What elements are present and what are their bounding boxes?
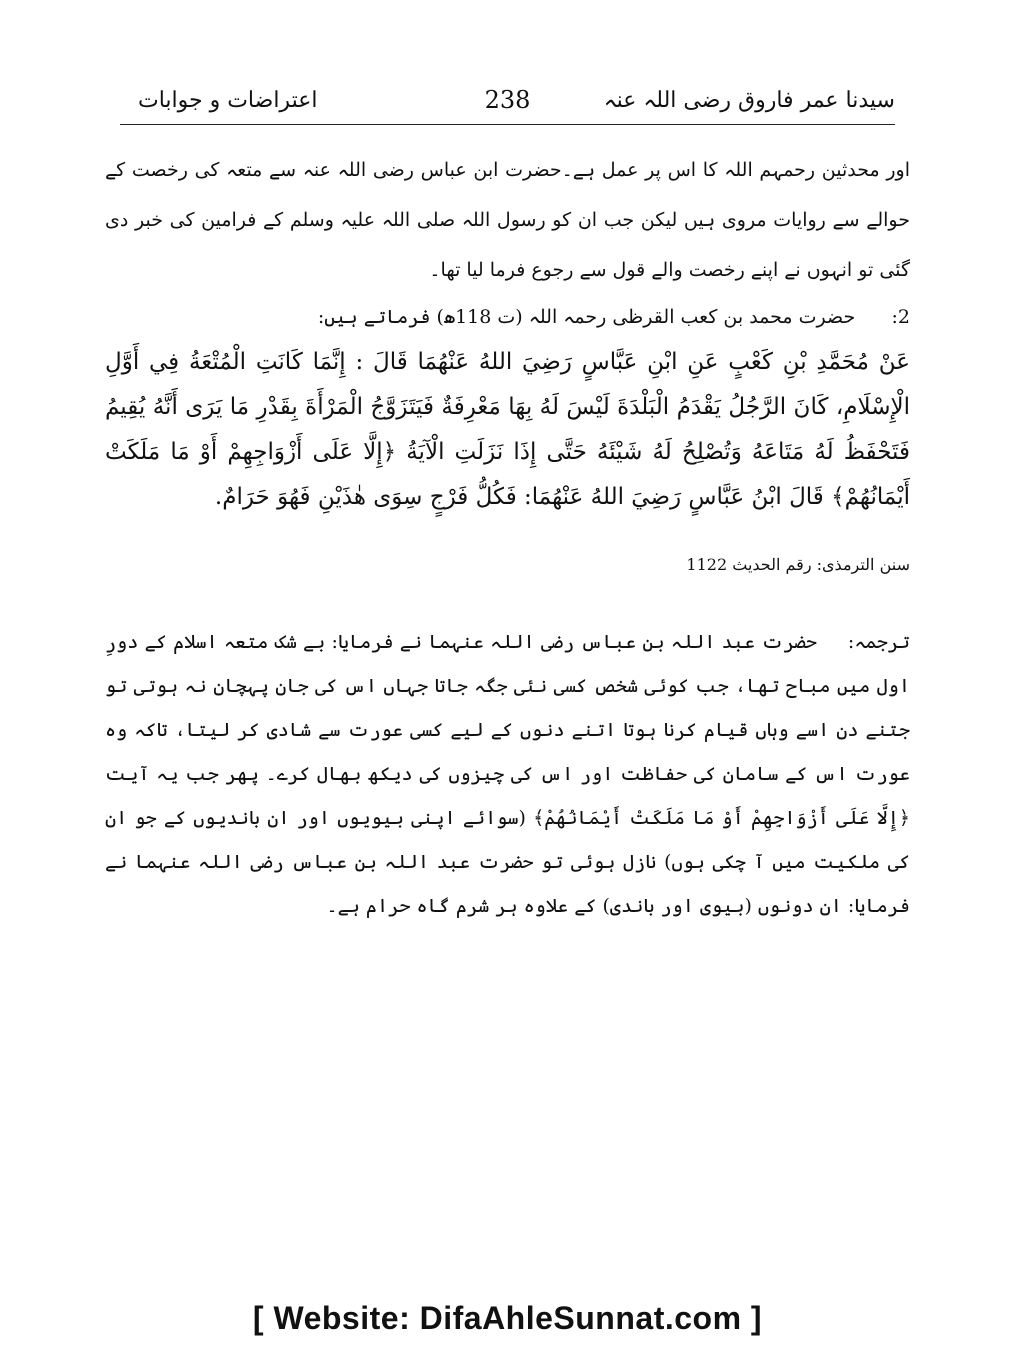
- translation-label: ترجمہ:: [847, 631, 910, 653]
- arabic-hadith: عَنْ مُحَمَّدِ بْنِ كَعْبٍ عَنِ ابْنِ عَبَّاسٍ رَضِيَ اللهُ عَنْهُمَا قَالَ : إِنَّمَا كَانَتِ الْمُتْعَةُ فِي أَوَّلِ الْإِسْلَامِ، كَانَ الرَّجُلُ يَقْدَمُ الْبَلْدَةَ لَيْسَ لَهُ بِهَا مَعْرِفَةٌ فَيَتَزَوَّجُ الْمَرْأَةَ بِقَدْرِ مَا يَرَى أَنَّهُ يُقِيمُ فَتَحْفَظُ لَهُ مَتَاعَهُ وَتُصْلِحُ لَهُ شَيْئَهُ حَتَّى إِذَا نَزَلَتِ الْآيَةُ ﴿إِلَّا عَلَى أَزْوَاجِهِمْ أَوْ مَا مَلَكَتْ أَيْمَانُهُمْ﴾ قَالَ ابْنُ عَبَّاسٍ رَضِيَ اللهُ عَنْهُمَا: فَكُلُّ فَرْجٍ سِوَى هٰذَيْنِ فَهُوَ حَرَامٌ.: [105, 349, 910, 510]
- page-header: [120, 84, 895, 125]
- translation-text: حضرت عبد اللہ بن عباس رضی اللہ عنہما نے فرمایا: بے شک متعہ اسلام کے دورِ اول میں مباح تھا، جب کوئی شخص کسی نئی جگہ جاتا جہاں اس کی جان پہچان نہ ہوتی تو جتنے دن اسے وہاں قیام کرنا ہوتا اتنے دنوں کے لیے کسی عورت سے شادی کر لیتا، تاکہ وہ عورت اس کے سامان کی حفاظت اور اس کی چیزوں کی دیکھ بھال کرے۔ پھر جب یہ آیت ﴿إِلَّا عَلَى أَزْوَاجِهِمْ أَوْ مَا مَلَكَتْ أَيْمَانُهُمْ﴾ (سوائے اپنی بیویوں اور ان باندیوں کے جو ان کی ملکیت میں آ چکی ہوں) نازل ہوئی تو حضرت عبد اللہ بن عباس رضی اللہ عنہما نے فرمایا: ان دونوں (بیوی اور باندی) کے علاوہ ہر شرم گاہ حرام ہے۔: [105, 631, 910, 917]
- book-title: سیدنا عمر فاروق رضی اللہ عنہ: [603, 88, 895, 113]
- hadith-reference: سنن الترمذی: رقم الحدیث 1122: [686, 555, 910, 574]
- paragraph-1: اور محدثین رحمہم اللہ کا اس پر عمل ہے۔حضرت ابن عباس رضی اللہ عنہ سے متعہ کی رخصت کے حوالے سے روایات مروی ہیں لیکن جب ان کو رسول اللہ صلی اللہ علیہ وسلم کے فرامین کی خبر دی گئی تو انہوں نے اپنے رخصت والے قول سے رجوع فرما لیا تھا۔: [105, 159, 910, 281]
- page-number: 238: [484, 86, 531, 114]
- item-2-text: حضرت محمد بن کعب القرظی رحمہ اللہ (ت 118ھ) فرماتے ہیں:: [317, 306, 856, 328]
- chapter-title: اعتراضات و جوابات: [138, 88, 318, 113]
- item-2: [105, 302, 910, 332]
- item-2-number: 2:: [891, 306, 910, 328]
- translation-paragraph: [105, 620, 910, 928]
- website-footer: [ Website: DifaAhleSunnat.com ]: [252, 1300, 763, 1336]
